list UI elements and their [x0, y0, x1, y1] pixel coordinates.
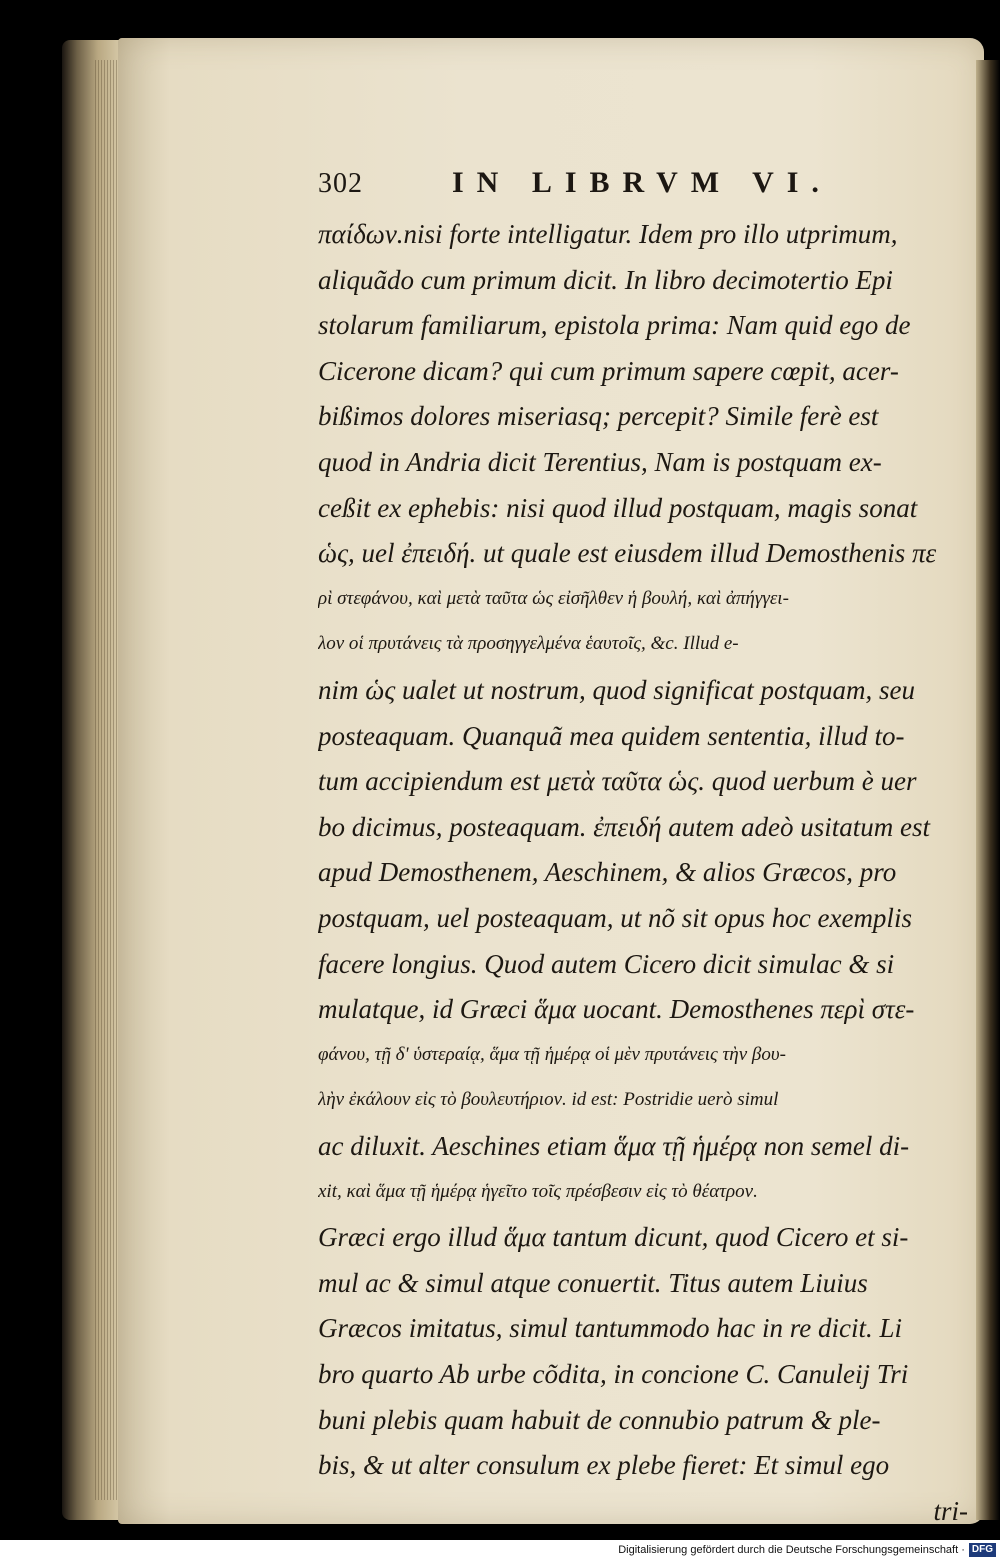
text-line: bis, & ut alter consulum ex plebe fieret: Et simul ego [318, 1450, 890, 1481]
text-line: apud Demosthenem, Aeschinem, & alios Græcos, pro [318, 857, 897, 888]
text-line: ὡς, uel ἐπειδή. ut quale est eiusdem illud Demosthenis πε [318, 538, 937, 569]
text-line: mulatque, id Græci ἅμα uocant. Demosthenes περὶ στε- [318, 994, 915, 1025]
text-line: φάνου, τῇ δ' ὑστεραίᾳ, ἅμα τῇ ἡμέρᾳ οἱ μὲν πρυτάνεις τὴν βου- [318, 1043, 786, 1065]
page-number: 302 [318, 168, 363, 199]
text-line: ρὶ στεφάνου, καὶ μετὰ ταῦτα ὡς εἰσῆλθεν ἡ βουλή, καὶ ἀπήγγει- [318, 587, 789, 609]
text-line: Cicerone dicam? qui cum primum sapere cœpit, acer- [318, 355, 899, 386]
text-line: λον οἱ πρυτάνεις τὰ προσηγγελμένα ἑαυτοῖς, &c. Illud e- [318, 633, 739, 655]
credit-text: Digitalisierung gefördert durch die Deutsche Forschungsgemeinschaft · [618, 1544, 965, 1556]
page-stack-lines [95, 60, 117, 1500]
text-line: ac diluxit. Aeschines etiam ἅμα τῇ ἡμέρᾳ non semel di- [318, 1131, 910, 1161]
dfg-logo: DFG [969, 1543, 996, 1557]
text-line: bißimos dolores miseriasq; percepit? Simile ferè est [318, 401, 879, 432]
text-line: xit, καὶ ἅμα τῇ ἡμέρᾳ ἡγεῖτο τοῖς πρέσβεσιν εἰς τὸ θέατρον. [318, 1180, 758, 1202]
text-line: Græci ergo illud ἅμα tantum dicunt, quod Cicero et si- [318, 1222, 909, 1253]
text-line: ceßit ex ephebis: nisi quod illud postquam, magis sonat [318, 492, 918, 523]
running-title: IN LIBRVM VI. [452, 166, 832, 199]
text-line: tri- [933, 1495, 968, 1526]
digitization-credit [600, 1540, 1000, 1560]
text-line: buni plebis quam habuit de connubio patrum & ple- [318, 1404, 881, 1435]
text-line: facere longius. Quod autem Cicero dicit simulac & si [318, 948, 895, 979]
text-line: mul ac & simul atque conuertit. Titus autem Liuius [318, 1267, 868, 1298]
text-line: bo dicimus, posteaquam. ἐπειδή autem adeò usitatum est [318, 811, 930, 842]
text-line: quod in Andria dicit Terentius, Nam is postquam ex- [318, 447, 882, 477]
text-line: postquam, uel posteaquam, ut nõ sit opus hoc exemplis [318, 903, 912, 933]
text-line: λὴν ἐκάλουν εἰς τὸ βουλευτήριον. id est: Postridie uerò simul [318, 1089, 779, 1111]
text-line: Græcos imitatus, simul tantummodo hac in re dicit. Li [318, 1313, 903, 1344]
page-shadow-edge [976, 60, 1000, 1520]
text-line: aliquãdo cum primum dicit. In libro decimotertio Epi [318, 264, 893, 295]
text-line: tum accipiendum est μετὰ ταῦτα ὡς. quod uerbum è uer [318, 766, 917, 797]
text-line: παίδων.nisi forte intelligatur. Idem pro illo utprimum, [318, 219, 898, 249]
text-line: stolarum familiarum, epistola prima: Nam quid ego de [318, 310, 911, 341]
text-line: posteaquam. Quanquã mea quidem sententia, illud to- [318, 720, 905, 751]
text-line: bro quarto Ab urbe cõdita, in concione C. Canuleij Tri [318, 1359, 909, 1389]
text-line: nim ὡς ualet ut nostrum, quod significat postquam, seu [318, 675, 916, 705]
